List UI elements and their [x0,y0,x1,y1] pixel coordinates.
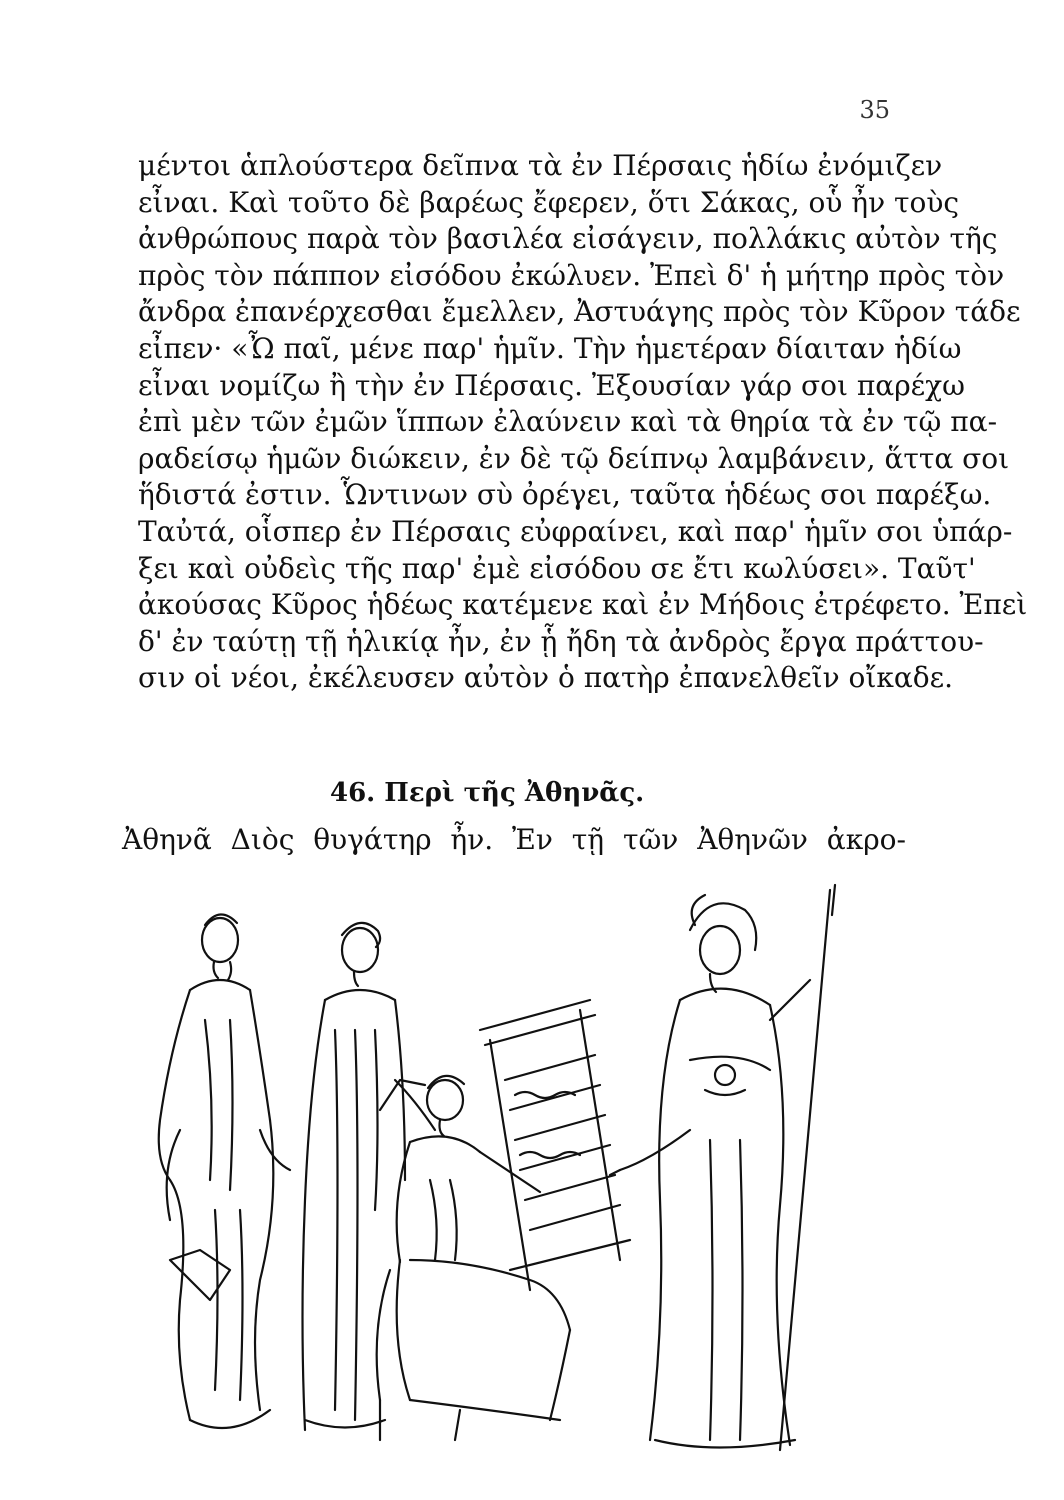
text-line: εἶναι. Καὶ τοῦτο δὲ βαρέως ἔφερεν, ὅτι Σάκας, οὗ ἦν τοὺς [138,185,960,219]
illustration-svg [110,880,930,1480]
section-paragraph [122,822,906,859]
text-line: ἐπὶ μὲν τῶν ἐμῶν ἵππων ἐλαύνειν καὶ τὰ θηρία τὰ ἐν τῷ πα- [138,405,998,439]
standing-woman-center [303,923,436,1430]
text-line: ξει καὶ οὐδεὶς τῆς παρ' ἐμὲ εἰσόδου σε ἔτι κωλύσει». Ταῦτ' [138,551,976,585]
text-line: δ' ἐν ταύτῃ τῇ ἡλικίᾳ ἦν, ἐν ᾗ ἤδη τὰ ἀνδρὸς ἔργα πράττου- [138,624,984,658]
standing-woman-left [159,914,290,1428]
text-line: ραδείσῳ ἡμῶν διώκειν, ἐν δὲ τῷ δείπνῳ λαμβάνειν, ἅττα σοι [138,441,1010,475]
text-line: ἄνδρα ἐπανέρχεσθαι ἔμελλεν, Ἀστυάγης πρὸς τὸν Κῦρον τάδε [138,295,1021,329]
text-line: ἥδιστά ἐστιν. Ὧντινων σὺ ὀρέγει, ταῦτα ἡδέως σοι παρέξω. [138,478,992,512]
section-heading: 46. Περὶ τῆς Ἀθηνᾶς. [330,778,645,808]
seated-weaver [377,1076,570,1440]
text-line: ἀκούσας Κῦρος ἡδέως κατέμενε καὶ ἐν Μήδοις ἐτρέφετο. Ἐπεὶ [138,588,1028,622]
text-line: πρὸς τὸν πάππον εἰσόδου ἐκώλυεν. Ἐπεὶ δ' ἡ μήτηρ πρὸς τὸν [138,258,1005,292]
text-line: μέντοι ἁπλούστερα δεῖπνα τὰ ἐν Πέρσαις ἡδίω ἐνόμιζεν [138,149,943,182]
loom [480,1000,630,1290]
main-paragraph [138,148,1028,697]
athena-weaving-scene-icon [110,880,930,1480]
text-line: σιν οἱ νέοι, ἐκέλευσεν αὐτὸν ὁ πατὴρ ἐπανελθεῖν οἴκαδε. [138,661,954,695]
text-line: εἶναι νομίζω ἢ τὴν ἐν Πέρσαις. Ἐξουσίαν γάρ σοι παρέχω [138,368,965,402]
text-line: Ἀθηνᾶ Διὸς θυγάτηρ ἦν. Ἐν τῇ τῶν Ἀθηνῶν ἀκρο- [122,823,906,856]
page-number: 35 [859,96,890,124]
text-line: Ταὐτά, οἷσπερ ἐν Πέρσαις εὐφραίνει, καὶ παρ' ἡμῖν σοι ὑπάρ- [138,514,1013,548]
text-line: ἀνθρώπους παρὰ τὸν βασιλέα εἰσάγειν, πολλάκις αὐτὸν τῆς [138,222,998,256]
text-line: εἶπεν· «Ὦ παῖ, μένε παρ' ἡμῖν. Τὴν ἡμετέραν δίαιταν ἡδίω [138,331,962,365]
athena-figure [610,885,835,1450]
